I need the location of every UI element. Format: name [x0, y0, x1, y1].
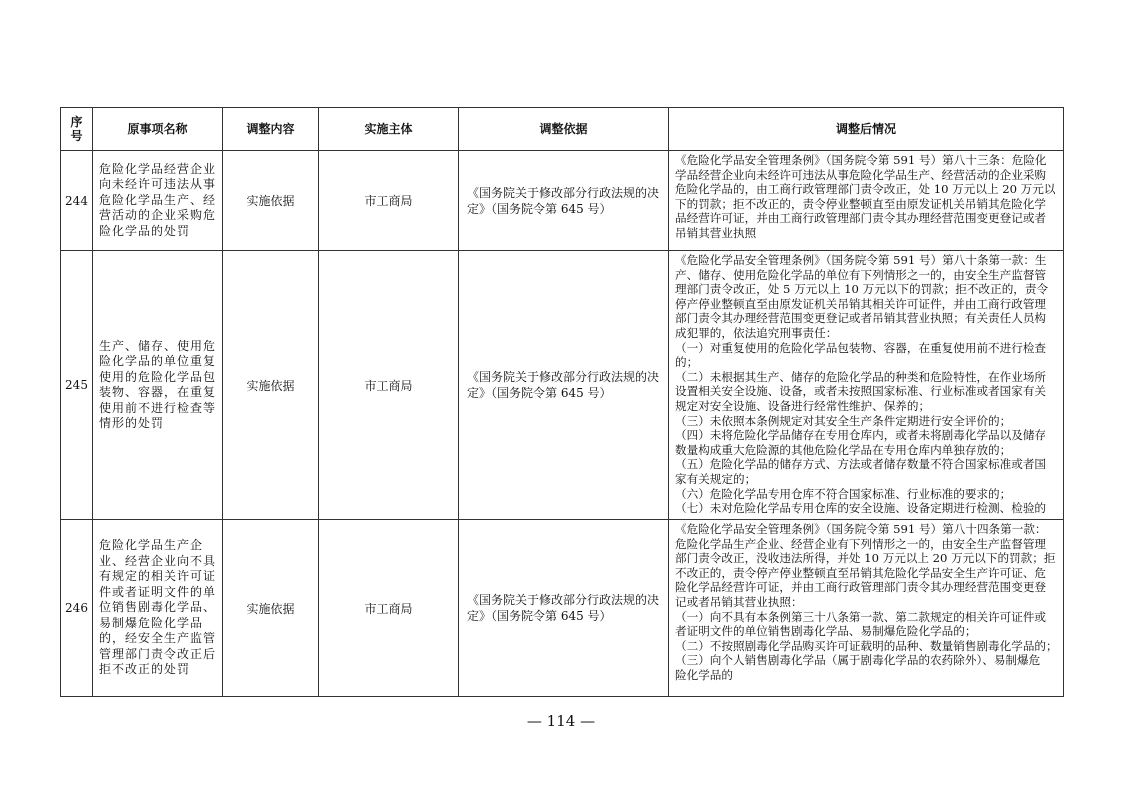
text-line: 数量构成重大危险源的其他危险化学品在专用仓库内单独存放的；	[675, 442, 1012, 457]
row-content: 实施依据	[223, 520, 319, 697]
text-line: 学品经营企业向未经许可违法从事危险化学品生产、经营活动的企业采购	[675, 167, 1047, 182]
text-line: 《危险化学品安全管理条例》（国务院令第 591 号）第八十条第一款：生	[675, 253, 1047, 267]
row-seq: 244	[61, 151, 93, 251]
text-line: 险化学品的单位重复	[99, 354, 217, 368]
text-line: （三）向个人销售剧毒化学品（属于剧毒化学品的农药除外）、易制爆危	[675, 653, 1041, 668]
text-line: 《危险化学品安全管理条例》（国务院令第 591 号）第八十三条：危险化	[675, 153, 1047, 167]
row-result	[669, 520, 1064, 697]
header-basis: 调整依据	[459, 108, 669, 151]
text-line: 理部门责令改正，处 5 万元以上 10 万元以下的罚款；拒不改正的，责令	[675, 282, 1049, 297]
row-result	[669, 251, 1064, 520]
text-line: 吊销其营业执照	[675, 225, 757, 240]
text-line: 的；	[675, 355, 699, 370]
header-name: 原事项名称	[93, 108, 223, 151]
text-line: 位销售剧毒化学品、	[99, 600, 217, 615]
text-line: （四）未将危险化学品储存在专用仓库内，或者未将剧毒化学品以及储存	[675, 428, 1047, 443]
row-subject: 市工商局	[319, 251, 459, 520]
text-line: 危险化学品生产、经	[99, 192, 217, 207]
text-line: 部门责令改正，没收违法所得，并处 10 万元以上 20 万元以下的罚款；拒	[675, 551, 1056, 566]
row-basis: 《国务院关于修改部分行政法规的决定》（国务院令第 645 号）	[459, 251, 669, 520]
table-row	[61, 520, 1064, 697]
row-result	[669, 151, 1064, 251]
text-line: 危险化学品经营企业	[99, 161, 217, 176]
header-seq: 序号	[61, 108, 93, 151]
text-line: 成犯罪的，依法追究刑事责任：	[675, 325, 838, 340]
text-line: 品经营许可证，并由工商行政管理部门责令其办理经营范围变更登记或者	[675, 211, 1047, 226]
text-line: 营活动的企业采购危	[99, 208, 217, 223]
text-line: （三）未依照本条例规定对其安全生产条件定期进行安全评价的；	[675, 413, 1012, 428]
text-line: 管理部门责令改正后	[99, 646, 217, 661]
adjustment-table	[60, 107, 1064, 697]
header-subject: 实施主体	[319, 108, 459, 151]
text-line: （一）对重复使用的危险化学品包装物、容器，在重复使用前不进行检查	[675, 340, 1047, 355]
row-seq: 246	[61, 520, 93, 697]
text-line: 的，经安全生产监管	[99, 631, 217, 646]
text-line: （七）未对危险化学品专用仓库的安全设施、设备定期进行检测、检验的	[675, 501, 1047, 516]
text-line: 装物、容器，在重复	[99, 385, 217, 399]
text-line: 规定对安全设施、设备进行经常性维护、保养的；	[675, 398, 931, 413]
header-content: 调整内容	[223, 108, 319, 151]
text-line: 情形的处罚	[99, 416, 165, 430]
text-line: 使用前不进行检查等	[99, 400, 217, 415]
text-line: （二）不按照剧毒化学品购买许可证载明的品种、数量销售剧毒化学品的；	[675, 638, 1058, 653]
row-content: 实施依据	[223, 251, 319, 520]
text-line: 者证明文件的单位销售剧毒化学品、易制爆危险化学品的；	[675, 624, 977, 639]
text-line: 下的罚款；拒不改正的，责令停业整顿直至由原发证机关吊销其危险化学	[675, 196, 1047, 211]
text-line: （二）未根据其生产、储存的危险化学品的种类和危险特性，在作业场所	[675, 369, 1047, 384]
text-line: 《危险化学品安全管理条例》（国务院令第 591 号）第八十四条第一款：	[675, 522, 1047, 536]
text-line: 记或者吊销其营业执照：	[675, 594, 803, 609]
text-line: 危险化学品的，由工商行政管理部门责令改正，处 10 万元以上 20 万元以	[675, 182, 1056, 197]
row-name	[93, 251, 223, 520]
row-name	[93, 151, 223, 251]
text-line: 家有关规定的；	[675, 471, 757, 486]
text-line: 产、储存、使用危险化学品的单位有下列情形之一的，由安全生产监督管	[675, 267, 1047, 282]
row-subject: 市工商局	[319, 520, 459, 697]
table-row	[61, 151, 1064, 251]
row-basis: 《国务院关于修改部分行政法规的决定》（国务院令第 645 号）	[459, 520, 669, 697]
text-line: 易制爆危险化学品	[99, 615, 204, 630]
text-line: 停产停业整顿直至由原发证机关吊销其相关许可证件，并由工商行政管理	[675, 296, 1047, 311]
table-header	[61, 108, 1064, 151]
row-seq: 245	[61, 251, 93, 520]
text-line: 险化学品经营许可证，并由工商行政管理部门责令其办理经营范围变更登	[675, 580, 1047, 595]
row-content: 实施依据	[223, 151, 319, 251]
header-result: 调整后情况	[669, 108, 1064, 151]
text-line: 险化学品的	[675, 667, 733, 682]
text-line: 使用的危险化学品包	[99, 369, 217, 384]
text-line: （六）危险化学品专用仓库不符合国家标准、行业标准的要求的；	[675, 486, 1012, 501]
text-line: 不改正的，责令停产停业整顿直至吊销其危险化学品安全生产许可证、危	[675, 565, 1047, 580]
text-line: 向未经许可违法从事	[99, 177, 217, 192]
text-line: 有规定的相关许可证	[99, 569, 217, 584]
text-line: 业、经营企业向不具	[99, 553, 217, 568]
table-row	[61, 251, 1064, 520]
text-line: 危险化学品生产企	[99, 538, 204, 553]
row-subject: 市工商局	[319, 151, 459, 251]
text-line: （一）向不具有本条例第三十八条第一款、第二款规定的相关许可证件或	[675, 609, 1047, 624]
text-line: 生产、储存、使用危	[99, 338, 217, 353]
row-name	[93, 520, 223, 697]
text-line: 件或者证明文件的单	[99, 584, 217, 599]
text-line: 拒不改正的处罚	[99, 662, 191, 677]
text-line: 危险化学品生产企业、经营企业有下列情形之一的，由安全生产监督管理	[675, 536, 1047, 551]
text-line: （五）危险化学品的储存方式、方法或者储存数量不符合国家标准或者国	[675, 457, 1047, 472]
text-line: 设置相关安全设施、设备，或者未按照国家标准、行业标准或者国家有关	[675, 384, 1047, 399]
text-line: 部门责令其办理经营范围变更登记或者吊销其营业执照；有关责任人员构	[675, 311, 1047, 326]
page-number: — 114 —	[526, 712, 596, 730]
text-line: 险化学品的处罚	[99, 223, 191, 238]
row-basis: 《国务院关于修改部分行政法规的决定》（国务院令第 645 号）	[459, 151, 669, 251]
